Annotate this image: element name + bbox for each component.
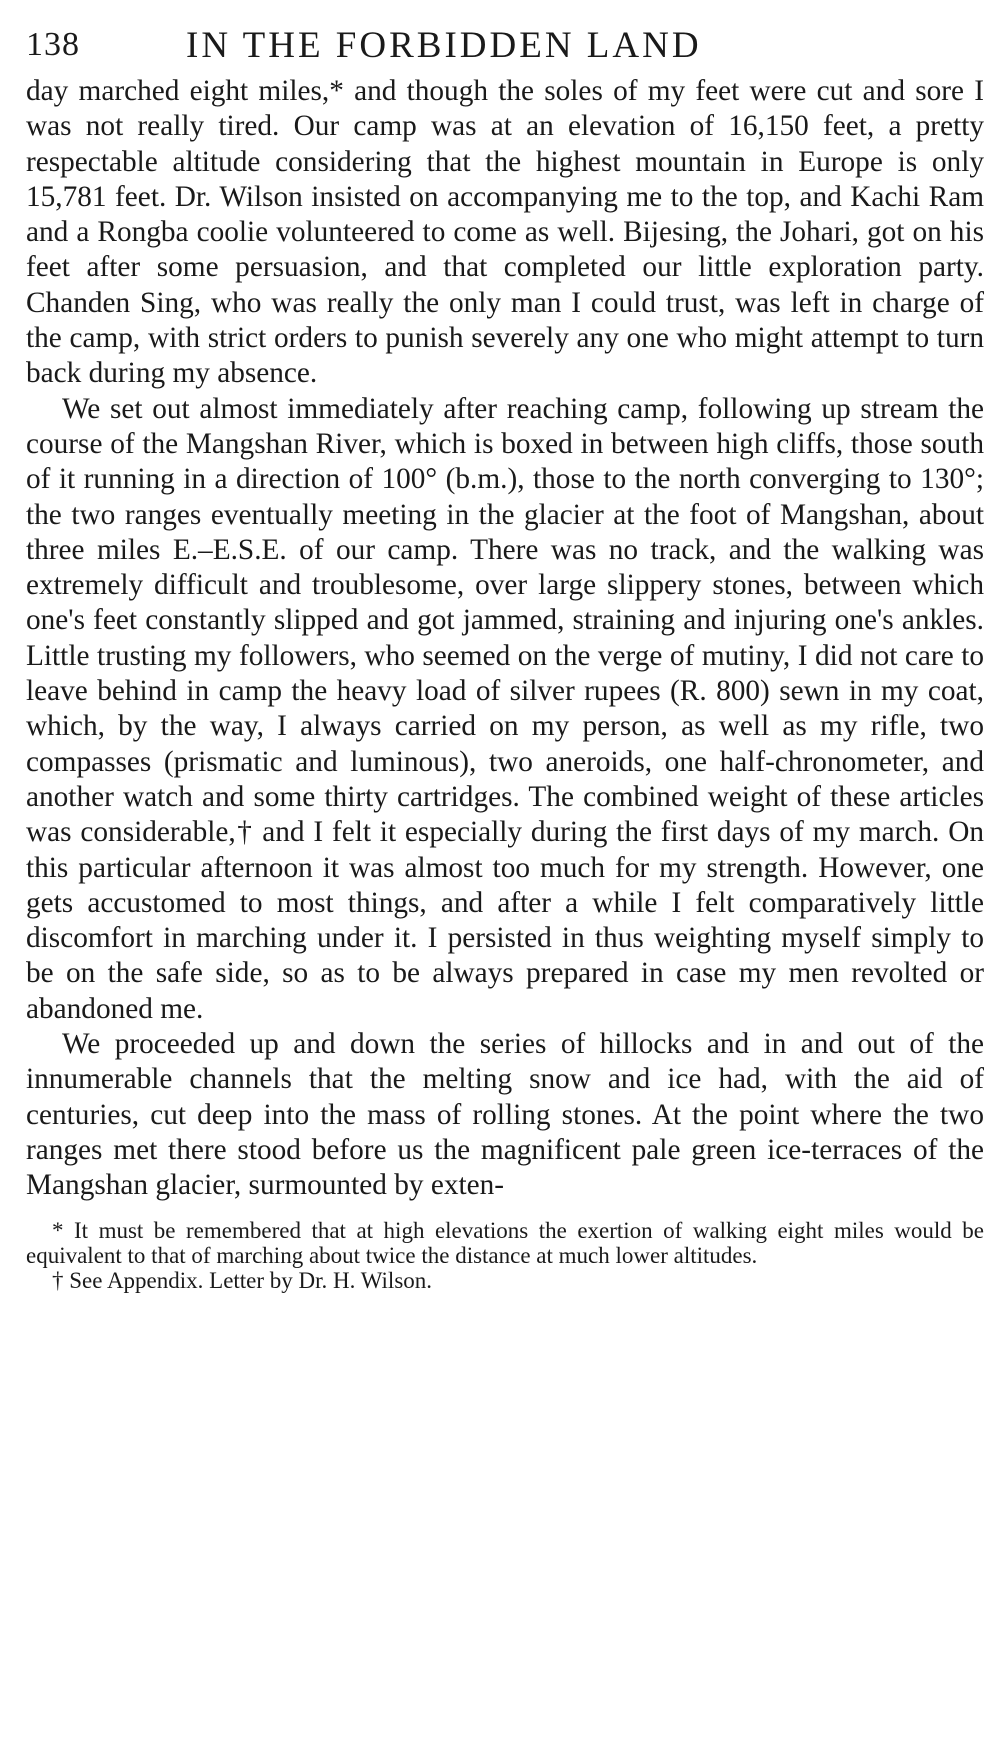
body-text [26, 74, 984, 1204]
book-page [26, 20, 984, 1293]
running-title: IN THE FORBIDDEN LAND [186, 25, 702, 66]
paragraph-continuation: day marched eight miles,* and though the soles of my feet were cut and sore I was not really tired. Our camp was at an elevation of 16,150 feet, a pretty respectable altitude considering that the highest mountain in Europe is only 15,781 feet. Dr. Wilson insisted on accompanying me to the top, and Kachi Ram and a Rongba coolie volunteered to come as well. Bijesing, the Johari, got on his feet after some persuasion, and that completed our little exploration party. Chanden Sing, who was really the only man I could trust, was left in charge of the camp, with strict orders to punish severely any one who might attempt to turn back during my absence. [26, 75, 984, 390]
running-head [26, 20, 984, 74]
paragraph-proceeded: We proceeded up and down the series of hillocks and in and out of the innumerable channels that the melting snow and ice had, with the aid of centuries, cut deep into the mass of rolling stones. At the point where the two ranges met there stood before us the magnificent pale green ice-terraces of the Mangshan glacier, surmounted by exten- [26, 1028, 984, 1202]
paragraph-set-out: We set out almost immediately after reaching camp, following up stream the course of the Mangshan River, which is boxed in between high cliffs, those south of it running in a direction of 100° (b.m.), those to the north converging to 130°; the two ranges eventually meeting in the glacier at the foot of Mangshan, about three miles E.–E.S.E. of our camp. There was no track, and the walking was extremely difficult and troublesome, over large slippery stones, between which one's feet constantly slipped and got jammed, straining and injuring one's ankles. Little trusting my followers, who seemed on the verge of mutiny, I did not care to leave behind in camp the heavy load of silver rupees (R. 800) sewn in my coat, which, by the way, I always carried on my person, as well as my rifle, two compasses (prismatic and luminous), two aneroids, one half-chronometer, and another watch and some thirty cartridges. The combined weight of these articles was considerable,† and I felt it especially during the first days of my march. On this particular afternoon it was almost too much for my strength. However, one gets accustomed to most things, and after a while I felt comparatively little discomfort in marching under it. I persisted in thus weighting myself simply to be on the safe side, so as to be always prepared in case my men revolted or abandoned me. [26, 392, 984, 1025]
page-number: 138 [26, 26, 80, 63]
footnote-star: * It must be remembered that at high elevations the exertion of walking eight miles would be equivalent to that of marching about twice the distance at much lower altitudes. [26, 1217, 984, 1268]
footnote-dagger: † See Appendix. Letter by Dr. H. Wilson. [52, 1267, 433, 1293]
footnotes [26, 1218, 984, 1293]
